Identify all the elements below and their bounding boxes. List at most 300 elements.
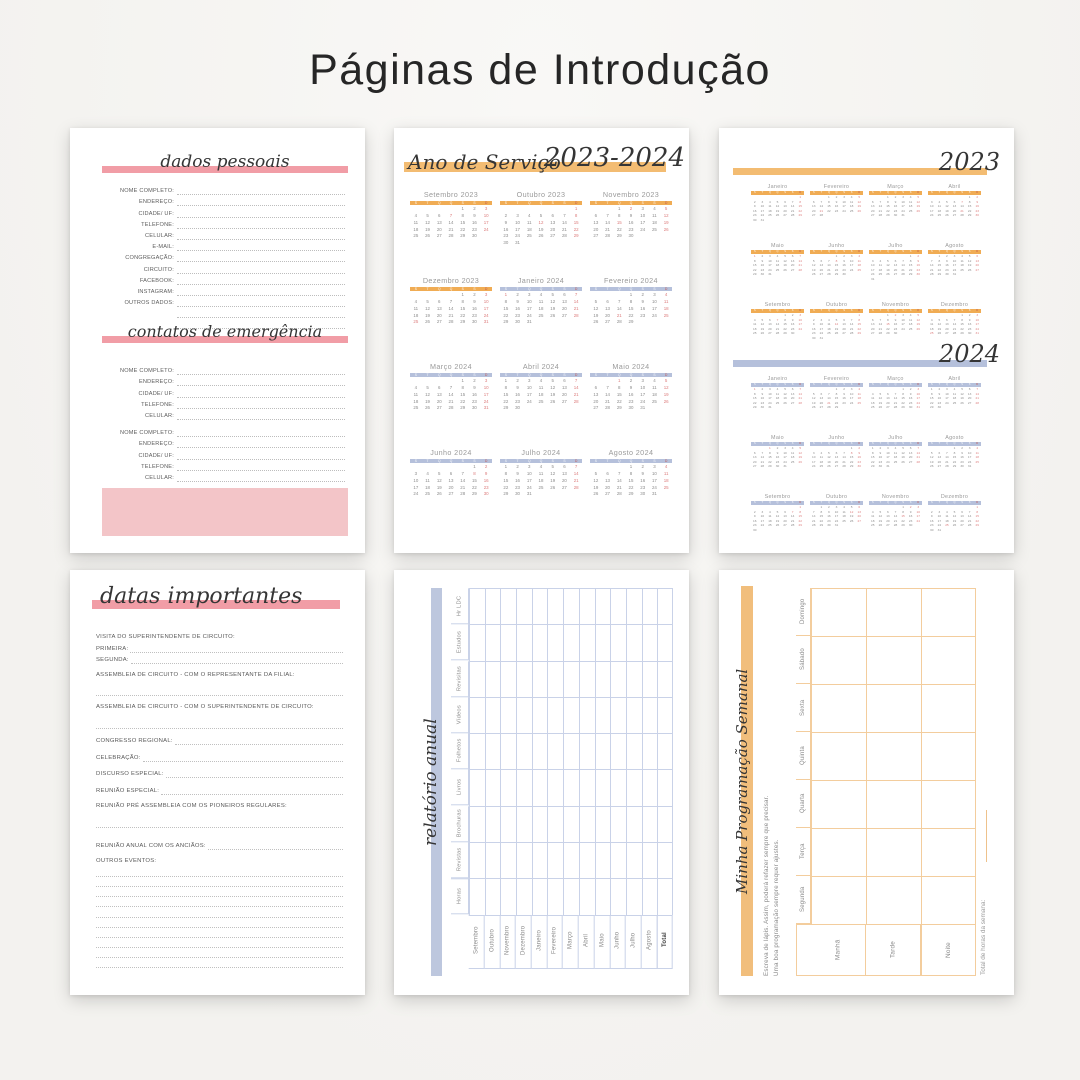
weekday-letter: Q [437, 372, 441, 377]
calendar-day: 6 [938, 450, 941, 455]
calendar-day: 27 [593, 405, 599, 411]
field-label: FACEBOOK: [139, 277, 174, 284]
schedule-day-header: Sábado [796, 636, 811, 684]
calendar-day: 13 [448, 477, 454, 483]
calendar-day: 26 [827, 464, 831, 469]
report-cell [547, 697, 563, 733]
calendar-day: 4 [961, 254, 963, 259]
calendar-day: 1 [799, 505, 802, 510]
calendar-day: 1 [504, 292, 508, 298]
calendar-day: 30 [975, 213, 979, 218]
calendar-blank [613, 464, 625, 471]
schedule-cell [921, 684, 976, 732]
mini-calendar [410, 362, 492, 436]
calendar-day: 29 [768, 464, 772, 469]
calendar-day: 28 [616, 319, 622, 325]
calendar-day: 20 [834, 459, 839, 464]
calendar-day: 30 [930, 528, 934, 533]
schedule-note [763, 590, 780, 976]
report-cell [469, 588, 485, 624]
report-cell [579, 661, 595, 697]
calendar-day: 11 [663, 299, 669, 305]
calendar-day: 1 [461, 292, 464, 298]
date-item-label: PRIMEIRA: [96, 646, 129, 652]
calendar-day: 10 [930, 204, 934, 209]
form-row [100, 184, 345, 195]
schedule-cell [811, 588, 866, 636]
weekday-letter: S [461, 372, 464, 377]
calendar-day: 6 [820, 258, 823, 263]
weekday-letter: Q [527, 372, 531, 377]
calendar-day: 7 [828, 391, 830, 396]
calendar-day: 17 [975, 322, 979, 327]
weekday-letter: T [820, 442, 823, 445]
weekday-letter: Q [886, 191, 889, 194]
calendar-day: 20 [790, 396, 795, 401]
calendar-day: 14 [561, 219, 567, 225]
report-category-header: Brochuras [451, 806, 469, 842]
mini-calendar [869, 376, 922, 423]
calendar-day: 8 [618, 385, 621, 391]
calendar-day: 16 [503, 226, 509, 232]
report-cell [516, 769, 532, 805]
field-line [177, 197, 345, 206]
schedule-cell [866, 732, 921, 780]
calendar-day: 23 [753, 523, 757, 528]
calendar-day: 13 [893, 263, 898, 268]
calendar-day: 18 [651, 219, 657, 225]
calendar-day: 24 [483, 398, 489, 404]
calendar-day: 28 [930, 272, 934, 277]
calendar-day: 28 [893, 523, 898, 528]
calendar-day: 12 [760, 322, 765, 327]
weekday-letter: S [563, 458, 566, 463]
calendar-day: 12 [783, 258, 787, 263]
calendar-day: 22 [908, 267, 913, 272]
calendar-day: 6 [976, 254, 979, 259]
calendar-day: 28 [790, 213, 795, 218]
report-cell [547, 842, 563, 878]
calendar-day: 26 [834, 331, 839, 336]
mini-calendar [500, 276, 582, 350]
weekday-letter: Q [437, 200, 441, 205]
report-cell [485, 697, 501, 733]
calendar-day: 5 [930, 450, 933, 455]
weekday-letter: Q [776, 250, 779, 253]
calendar-day: 28 [448, 233, 454, 239]
calendar-day: 16 [827, 514, 831, 519]
mini-calendar [590, 362, 672, 436]
calendar-day: 3 [484, 292, 488, 298]
calendar-day: 16 [975, 204, 979, 209]
calendar-day: 4 [820, 450, 823, 455]
calendar-blank [590, 206, 602, 213]
weekday-letter: S [504, 372, 507, 377]
calendar-day: 17 [483, 391, 489, 397]
weekday-letter: T [879, 250, 882, 253]
calendar-day: 26 [878, 405, 883, 410]
calendar-day: 17 [819, 326, 824, 331]
calendar-day: 2 [812, 317, 815, 322]
calendar-day: 16 [790, 322, 795, 327]
calendar-days [869, 195, 922, 218]
form-row [100, 251, 345, 262]
calendar-day: 6 [894, 258, 897, 263]
calendar-day: 1 [828, 195, 830, 200]
calendar-day: 28 [967, 523, 972, 528]
calendar-day: 30 [908, 405, 913, 410]
calendar-day: 23 [775, 459, 780, 464]
calendar-day: 4 [909, 313, 912, 318]
calendar-day: 7 [449, 213, 453, 219]
weekday-letter: Q [768, 309, 771, 312]
calendar-day: 22 [471, 484, 477, 490]
calendar-day: 29 [849, 464, 854, 469]
calendar-day: 26 [916, 208, 920, 213]
calendar-weekday-header [869, 383, 922, 387]
calendar-blank [410, 206, 422, 213]
report-cell [626, 878, 642, 914]
calendar-day: 8 [799, 509, 802, 514]
calendar-day: 11 [893, 450, 898, 455]
calendar-day: 12 [967, 258, 972, 263]
calendar-day: 30 [640, 491, 646, 497]
calendar-day: 22 [768, 459, 772, 464]
calendar-day: 1 [953, 446, 956, 451]
calendar-day: 29 [834, 272, 839, 277]
weekday-letter: Q [776, 383, 779, 386]
calendar-day: 21 [798, 263, 802, 268]
weekday-letter: S [968, 250, 971, 253]
calendar-day: 4 [843, 505, 845, 510]
weekday-letter: D [799, 501, 802, 504]
calendar-month-label: Julho [888, 243, 903, 249]
field-label: NOME COMPLETO: [120, 430, 174, 437]
weekday-letter: S [850, 250, 853, 253]
calendar-day: 26 [663, 226, 669, 232]
schedule-cell [866, 828, 921, 876]
calendar-day: 7 [761, 450, 764, 455]
weekday-letter: Q [945, 442, 948, 445]
calendar-day: 4 [858, 254, 861, 259]
mini-calendar [928, 435, 981, 482]
calendar-day: 5 [426, 213, 429, 219]
calendar-day: 13 [561, 299, 567, 305]
calendar-day: 29 [886, 331, 890, 336]
report-category-header: Hr LDC [451, 588, 469, 624]
calendar-day: 8 [938, 258, 941, 263]
calendar-weekday-header [500, 201, 582, 206]
weekday-letter: D [484, 200, 488, 205]
field-line [177, 231, 345, 240]
calendar-days [500, 206, 582, 247]
weekday-letter: D [484, 286, 488, 291]
calendar-day: 23 [753, 213, 757, 218]
report-cell [563, 624, 579, 660]
weekday-letter: S [902, 191, 904, 194]
calendar-day: 20 [975, 263, 979, 268]
calendar-day: 19 [945, 208, 949, 213]
calendar-blank [457, 464, 469, 471]
calendar-day: 15 [503, 391, 509, 397]
weekday-letter: S [871, 191, 874, 194]
calendar-day: 3 [784, 446, 786, 451]
calendar-day: 18 [538, 305, 544, 311]
personal-data-title: dados pessoais [160, 152, 290, 172]
calendar-day: 15 [573, 219, 579, 225]
calendar-blank [590, 292, 602, 299]
report-cell [532, 624, 548, 660]
calendar-day: 10 [526, 299, 532, 305]
total-hours-line [986, 810, 987, 862]
weekday-letter: T [606, 200, 609, 205]
weekday-letter: D [664, 372, 668, 377]
calendar-day: 17 [849, 396, 854, 401]
calendar-day: 2 [641, 464, 644, 470]
weekday-letter: S [784, 250, 786, 253]
calendar-weekday-header [410, 201, 492, 206]
calendar-day: 8 [930, 391, 933, 396]
field-line [96, 686, 343, 696]
report-cell [642, 806, 658, 842]
page-annual-report [394, 570, 689, 995]
weekday-letter: S [961, 309, 963, 312]
calendar-day: 8 [504, 471, 508, 477]
report-cell [626, 661, 642, 697]
calendar-day: 2 [976, 195, 979, 200]
calendar-day: 25 [413, 319, 419, 325]
calendar-day: 8 [887, 317, 889, 322]
calendar-day: 19 [798, 455, 802, 460]
weekday-letter: T [426, 458, 429, 463]
weekday-letter: Q [945, 191, 948, 194]
calendar-day: 25 [526, 233, 532, 239]
calendar-day: 14 [448, 219, 454, 225]
calendar-day: 14 [878, 322, 883, 327]
calendar-day: 17 [937, 518, 942, 523]
calendar-weekday-header [751, 501, 804, 505]
report-month-header: Fevereiro [547, 915, 563, 969]
calendar-day: 19 [663, 219, 669, 225]
calendar-day: 21 [616, 484, 622, 490]
calendar-day: 5 [551, 378, 554, 384]
calendar-day: 20 [967, 396, 972, 401]
calendar-day: 28 [878, 213, 883, 218]
calendar-day: 28 [605, 405, 610, 411]
weekday-letter: S [414, 200, 417, 205]
weekday-letter: Q [449, 458, 453, 463]
calendar-day: 21 [893, 518, 898, 523]
calendar-day: 20 [593, 226, 599, 232]
calendar-month-label: Agosto [945, 435, 964, 441]
calendar-day: 11 [527, 219, 532, 225]
weekday-letter: D [799, 309, 802, 312]
calendar-day: 23 [975, 208, 979, 213]
calendar-day: 23 [945, 267, 949, 272]
calendar-weekday-header [410, 459, 492, 464]
calendar-weekday-header [869, 501, 922, 505]
weekday-letter: D [664, 458, 668, 463]
calendar-day: 1 [871, 446, 874, 451]
calendar-day: 3 [938, 509, 941, 514]
calendar-day: 15 [960, 322, 964, 327]
calendar-day: 10 [967, 450, 972, 455]
calendar-day: 23 [515, 398, 520, 404]
calendar-day: 20 [893, 267, 898, 272]
weekday-letter: S [753, 383, 756, 386]
report-cell [610, 842, 626, 878]
calendar-month-label: Novembro [881, 494, 910, 500]
calendar-day: 19 [834, 326, 839, 331]
calendar-day: 13 [842, 322, 846, 327]
weekday-letter: Q [449, 372, 453, 377]
calendar-day: 1 [961, 313, 963, 318]
calendar-day: 7 [946, 450, 948, 455]
calendar-day: 16 [812, 326, 816, 331]
field-line [177, 309, 345, 318]
form-row [100, 471, 345, 482]
report-cell [500, 769, 516, 805]
calendar-day: 31 [768, 405, 772, 410]
weekday-letter: T [938, 501, 941, 504]
calendar-day: 6 [887, 391, 889, 396]
emergency-contact-fields [100, 426, 345, 482]
calendar-day: 21 [605, 226, 610, 232]
weekday-letter: S [594, 372, 597, 377]
calendar-day: 3 [850, 387, 853, 392]
calendar-day: 23 [471, 398, 477, 404]
calendar-day: 26 [916, 326, 920, 331]
calendar-day: 17 [483, 305, 489, 311]
report-category-header: Revistas [451, 842, 469, 878]
calendar-day: 30 [471, 233, 477, 239]
calendar-day: 28 [605, 233, 610, 239]
weekday-letter: D [858, 250, 861, 253]
calendar-day: 4 [894, 446, 897, 451]
calendar-blank [535, 206, 547, 213]
year-label-2024: 2024 [938, 340, 1000, 368]
calendar-day: 3 [968, 446, 971, 451]
calendar-day: 23 [842, 400, 846, 405]
calendar-day: 9 [938, 391, 941, 396]
calendar-day: 7 [976, 387, 979, 392]
calendar-day: 26 [783, 400, 787, 405]
calendar-weekday-header [751, 191, 804, 195]
calendar-day: 10 [640, 385, 646, 391]
calendar-day: 17 [483, 219, 489, 225]
weekday-letter: Q [945, 309, 948, 312]
calendar-month-label: Fevereiro [823, 376, 850, 382]
report-cell [595, 733, 611, 769]
weekday-letter: Q [827, 250, 830, 253]
calendar-day: 24 [413, 491, 419, 497]
weekday-letter: S [930, 191, 933, 194]
calendar-day: 6 [594, 213, 598, 219]
calendar-day: 11 [652, 385, 657, 391]
calendar-day: 9 [961, 450, 963, 455]
calendar-day: 23 [916, 267, 920, 272]
calendar-day: 11 [791, 450, 795, 455]
calendar-day: 15 [857, 322, 861, 327]
calendar-day: 13 [593, 391, 599, 397]
field-line [177, 462, 345, 471]
calendar-day: 29 [628, 319, 634, 325]
calendar-day: 5 [917, 195, 920, 200]
schedule-cell [921, 636, 976, 684]
calendar-day: 7 [606, 213, 609, 219]
calendar-day: 10 [834, 509, 839, 514]
calendar-day: 31 [760, 218, 765, 223]
weekday-letter: T [761, 309, 764, 312]
calendar-day: 21 [842, 459, 846, 464]
calendar-day: 4 [879, 258, 882, 263]
report-cell [500, 661, 516, 697]
date-item-label: REUNIÃO PRÉ ASSEMBLEIA COM OS PIONEIROS REGULARES: [96, 802, 287, 809]
calendar-day: 2 [473, 206, 476, 212]
field-line [177, 209, 345, 218]
weekday-letter: S [909, 191, 912, 194]
report-cell [547, 733, 563, 769]
calendar-day: 9 [835, 199, 838, 204]
calendar-day: 14 [893, 514, 898, 519]
weekday-letter: D [799, 383, 802, 386]
calendar-day: 20 [593, 398, 599, 404]
calendar-day: 11 [413, 219, 419, 225]
calendar-days [590, 464, 672, 498]
weekday-letter: Q [945, 383, 948, 386]
calendar-day: 14 [573, 299, 579, 305]
calendar-day: 31 [526, 319, 532, 325]
calendar-day: 14 [916, 450, 920, 455]
calendar-day: 4 [653, 378, 656, 384]
calendar-day: 7 [574, 378, 578, 384]
calendar-day: 8 [769, 450, 771, 455]
calendar-day: 17 [640, 391, 646, 397]
calendar-day: 16 [760, 396, 765, 401]
calendar-days [590, 206, 672, 240]
calendar-day: 11 [819, 455, 823, 460]
calendar-day: 25 [538, 312, 544, 318]
weekday-letter: Q [835, 250, 838, 253]
calendar-day: 1 [753, 254, 756, 259]
weekday-letter: Q [827, 191, 830, 194]
schedule-note-line: Uma boa programação sempre requer ajustes. [773, 839, 780, 976]
calendar-day: 19 [901, 455, 905, 460]
calendar-day: 3 [653, 464, 656, 470]
calendar-weekday-header [500, 373, 582, 378]
schedule-day-header: Quarta [796, 780, 811, 828]
weekday-letter: T [426, 372, 429, 377]
calendar-day: 6 [769, 317, 771, 322]
calendar-day: 10 [783, 450, 787, 455]
weekday-letter: S [902, 250, 904, 253]
calendar-day: 14 [960, 204, 964, 209]
calendar-day: 26 [425, 319, 430, 325]
calendar-day: 16 [960, 455, 964, 460]
weekday-letter: Q [835, 442, 838, 445]
calendar-day: 22 [616, 398, 622, 404]
report-cell [469, 661, 485, 697]
field-line [177, 473, 345, 482]
calendar-day: 4 [769, 199, 771, 204]
weekday-letter: S [902, 309, 904, 312]
weekday-letter: T [761, 191, 764, 194]
calendar-day: 8 [461, 385, 464, 391]
weekday-letter: Q [827, 442, 830, 445]
report-cell [595, 697, 611, 733]
mini-calendar [810, 302, 863, 349]
calendar-blank [602, 206, 614, 213]
